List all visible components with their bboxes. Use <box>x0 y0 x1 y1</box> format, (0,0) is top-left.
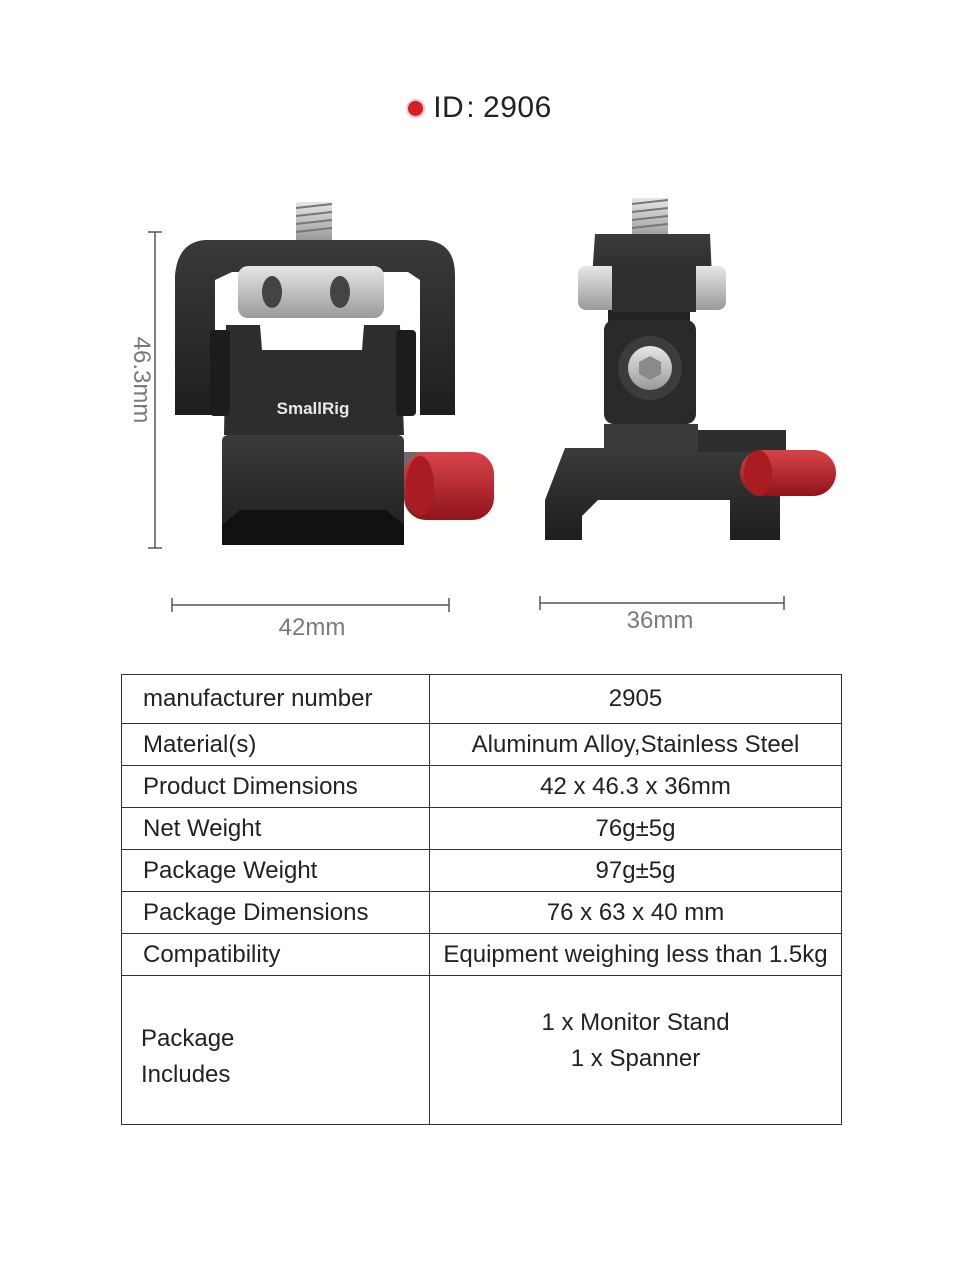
spec-value: 2905 <box>430 675 842 724</box>
red-dot-icon <box>408 101 423 116</box>
spec-value-package <box>430 976 842 1125</box>
spec-label: Package Dimensions <box>122 892 430 934</box>
package-label-line2: Includes <box>141 1061 231 1088</box>
spec-value: 42 x 46.3 x 36mm <box>430 766 842 808</box>
spec-label: manufacturer number <box>122 675 430 724</box>
table-row <box>122 934 842 976</box>
spec-value: 76g±5g <box>430 808 842 850</box>
red-lever-icon <box>740 450 836 496</box>
screw-icon <box>296 202 332 240</box>
product-id: ID: 2906 <box>433 91 552 124</box>
spec-label: Product Dimensions <box>122 766 430 808</box>
table-row <box>122 766 842 808</box>
spec-label: Net Weight <box>122 808 430 850</box>
table-row <box>122 808 842 850</box>
screw-icon <box>632 198 668 238</box>
width-dimension-line <box>172 598 449 612</box>
brand-logo: SmallRig <box>276 399 350 418</box>
side-view <box>545 198 836 540</box>
spec-label: Package Weight <box>122 850 430 892</box>
red-lever-icon <box>404 452 494 520</box>
table-row <box>122 892 842 934</box>
spec-value: Equipment weighing less than 1.5kg <box>430 934 842 976</box>
spec-value: 76 x 63 x 40 mm <box>430 892 842 934</box>
height-dimension-label: 46.3mm <box>128 336 155 424</box>
spec-label-package <box>122 976 430 1125</box>
table-row <box>122 675 842 724</box>
depth-dimension-label: 36mm <box>626 607 694 634</box>
product-id-header <box>0 86 960 130</box>
width-dimension-label: 42mm <box>278 614 346 641</box>
table-row <box>122 976 842 1125</box>
table-row <box>122 850 842 892</box>
spec-value: 97g±5g <box>430 850 842 892</box>
package-label-line1: Package <box>141 1025 235 1052</box>
package-item: 1 x Spanner <box>570 1045 701 1072</box>
spec-label: Material(s) <box>122 724 430 766</box>
spec-label: Compatibility <box>122 934 430 976</box>
package-item: 1 x Monitor Stand <box>541 1009 730 1036</box>
table-row <box>122 724 842 766</box>
spec-value: Aluminum Alloy,Stainless Steel <box>430 724 842 766</box>
front-view <box>175 202 494 545</box>
spec-table <box>121 674 842 1125</box>
